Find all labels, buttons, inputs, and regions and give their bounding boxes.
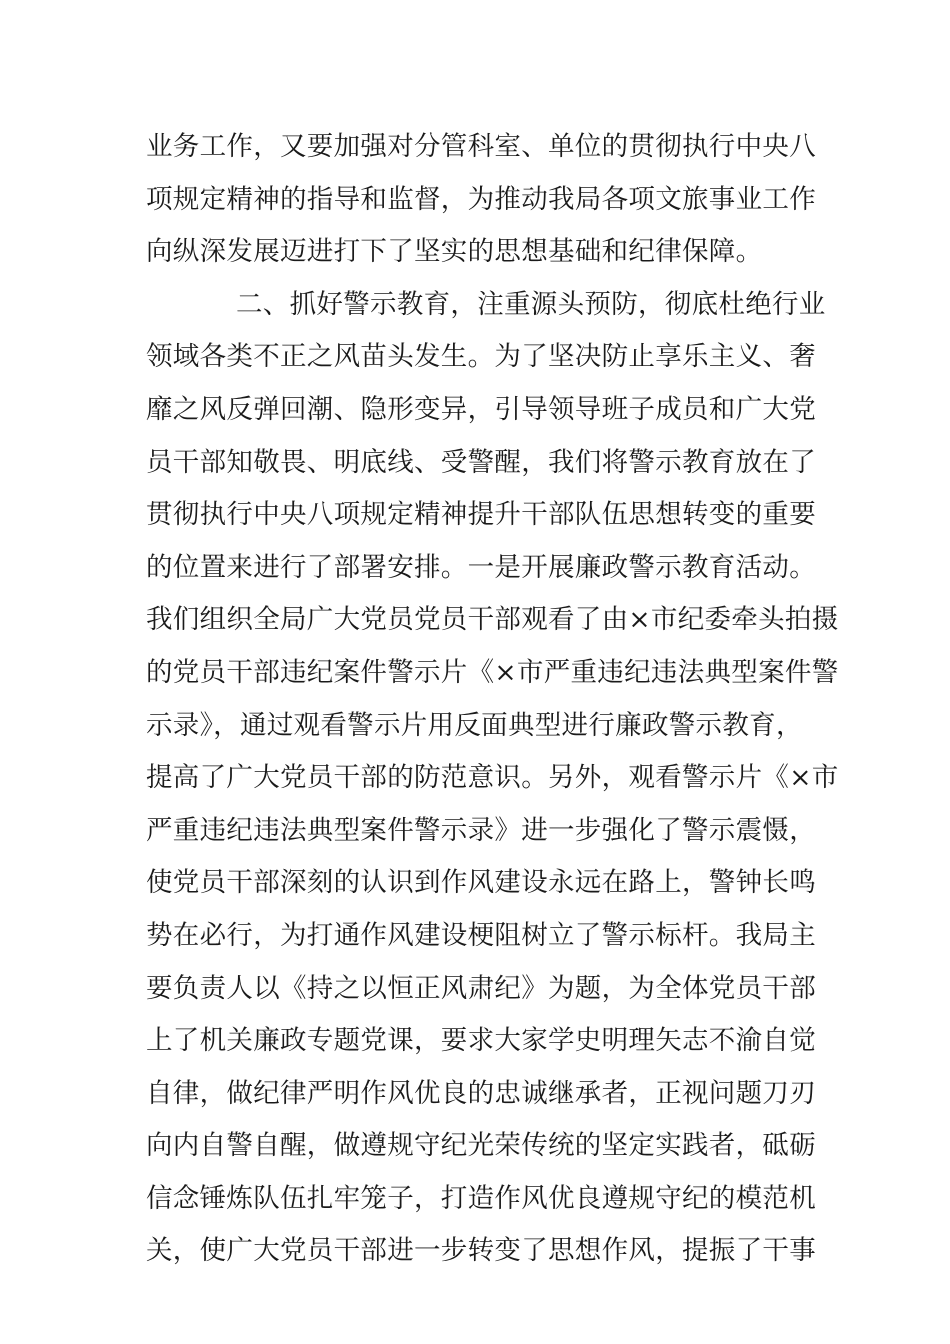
text-line: 使党员干部深刻的认识到作风建设永远在路上，警钟长鸣: [146, 867, 816, 899]
text-line: 提高了广大党员干部的防范意识。另外，观看警示片《×市: [146, 762, 839, 794]
text-line: 项规定精神的指导和监督，为推动我局各项文旅事业工作: [146, 183, 816, 215]
text-line: 信念锤炼队伍扎牢笼子，打造作风优良遵规守纪的模范机: [146, 1182, 816, 1214]
text-line: 向纵深发展迈进打下了坚实的思想基础和纪律保障。: [146, 236, 763, 268]
section-heading-line: 二、抓好警示教育，注重源头预防，彻底杜绝行业: [236, 288, 826, 320]
text-line: 上了机关廉政专题党课，要求大家学史明理矢志不渝自觉: [146, 1025, 816, 1057]
text-line: 员干部知敬畏、明底线、受警醒，我们将警示教育放在了: [146, 446, 816, 478]
text-line: 示录》，通过观看警示片用反面典型进行廉政警示教育，: [146, 709, 803, 741]
body-text: [146, 121, 839, 1278]
text-line: 领域各类不正之风苗头发生。为了坚决防止享乐主义、奢: [146, 341, 816, 373]
text-line: 的党员干部违纪案件警示片《×市严重违纪违法典型案件警: [146, 656, 839, 688]
text-line: 向内自警自醒，做遵规守纪光荣传统的坚定实践者，砥砺: [146, 1130, 816, 1162]
text-line: 要负责人以《持之以恒正风肃纪》为题，为全体党员干部: [146, 972, 816, 1004]
text-line: 的位置来进行了部署安排。一是开展廉政警示教育活动。: [146, 551, 816, 583]
text-line: 靡之风反弹回潮、隐形变异，引导领导班子成员和广大党: [146, 393, 816, 425]
text-line: 自律，做纪律严明作风优良的忠诚继承者，正视问题刀刃: [146, 1077, 816, 1109]
text-line: 势在必行，为打通作风建设梗阻树立了警示标杆。我局主: [146, 919, 816, 951]
text-line: 严重违纪违法典型案件警示录》进一步强化了警示震慑，: [146, 814, 816, 846]
text-line: 我们组织全局广大党员党员干部观看了由×市纪委牵头拍摄: [146, 604, 839, 636]
text-line: 关，使广大党员干部进一步转变了思想作风，提振了干事: [146, 1235, 816, 1267]
text-line: 业务工作，又要加强对分管科室、单位的贯彻执行中央八: [146, 131, 816, 162]
text-line: 贯彻执行中央八项规定精神提升干部队伍思想转变的重要: [146, 499, 816, 531]
